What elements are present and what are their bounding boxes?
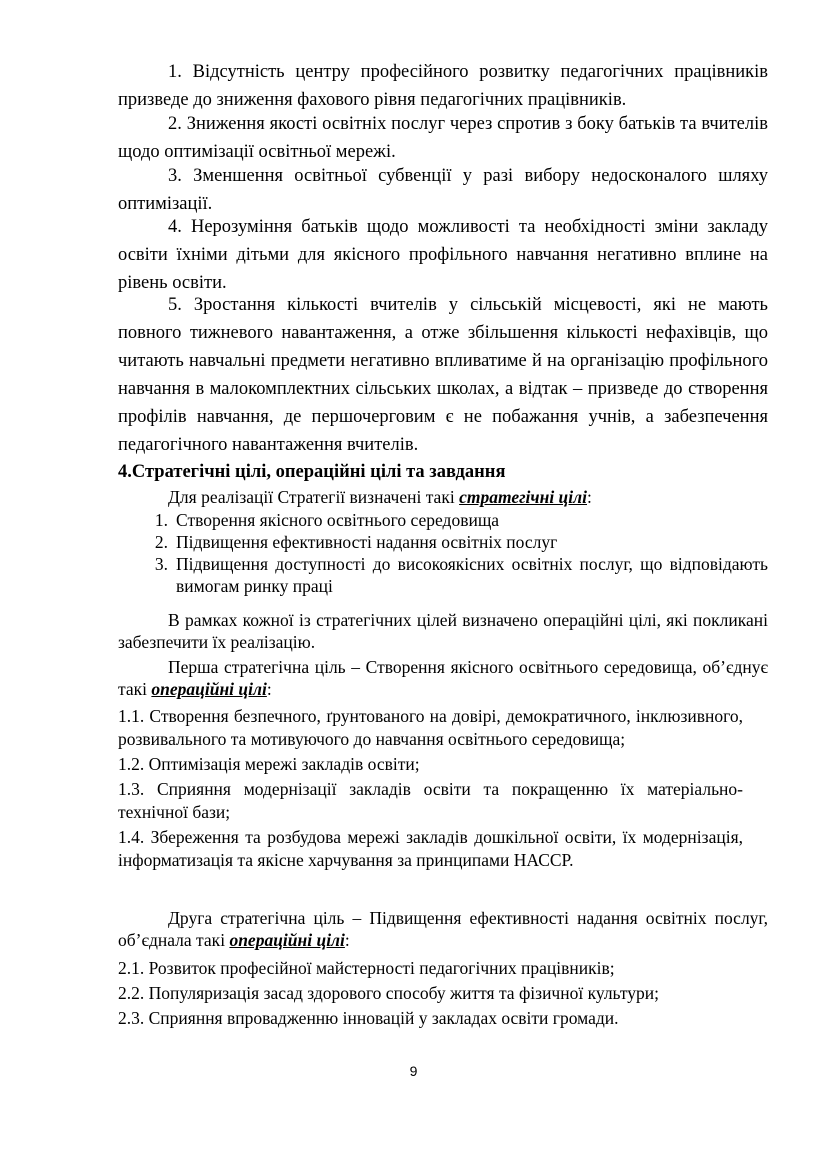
strategic-goals-intro: Для реалізації Стратегії визначені такі стратегічні цілі: — [168, 487, 592, 507]
list-item: 2.2. Популяризація засад здорового способу життя та фізичної культури; — [118, 983, 660, 1003]
risk-item: 3. Зменшення освітньої субвенції у разі вибору недосконалого шляху оптимізації. — [118, 166, 768, 214]
page-number: 9 — [409, 1063, 418, 1079]
list-item: 1.4. Збереження та розбудова мережі закладів дошкільної освіти, їх модернізація, інформатизація та якісне харчування за принципами НАССР. — [118, 827, 743, 870]
list-item: 1. Створення якісного освітнього середовища — [154, 510, 500, 530]
section-heading: 4.Стратегічні цілі, операційні цілі та завдання — [118, 462, 506, 482]
risk-item: 1. Відсутність центру професійного розвитку педагогічних працівників призведе до зниження фахового рівня педагогічних працівників. — [118, 62, 768, 110]
risk-item: 5. Зростання кількості вчителів у сільській місцевості, які не мають повного тижневого навантаження, а отже збільшення кількості нефахівців, що читають навчальні предмети негативно впливатиме й на організацію профільного навчання в малокомплектних сільських школах, а відтак – призведе до створення профілів навчання, де першочерговим є не побажання учнів, а забезпечення педагогічного навантаження вчителів. — [118, 295, 768, 455]
list-item: 3. Підвищення доступності до високоякісних освітніх послуг, що відповідають вимогам ринку праці — [154, 554, 768, 596]
second-goal-ops — [118, 957, 768, 1032]
list-item: 2.3. Сприяння впровадженню інновацій у закладах освіти громади. — [118, 1008, 619, 1028]
risk-item: 2. Зниження якості освітніх послуг через спротив з боку батьків та вчителів щодо оптимізації освітньої мережі. — [118, 114, 768, 162]
list-item: 1.3. Сприяння модернізації закладів освіти та покращенню їх матеріально-технічної бази; — [118, 779, 743, 822]
list-item: 2. Підвищення ефективності надання освітніх послуг — [154, 532, 558, 552]
strategic-goals-list — [118, 509, 768, 597]
list-item: 1.2. Оптимізація мережі закладів освіти; — [118, 754, 420, 774]
risk-item: 4. Нерозуміння батьків щодо можливості та необхідності зміни закладу освіти їхніми дітьми для якісного профільного навчання негативно вплине на рівень освіти. — [118, 217, 768, 293]
operational-goals-intro: В рамках кожної із стратегічних цілей визначено операційні цілі, які покликані забезпечити їх реалізацію. — [118, 610, 768, 652]
first-goal-ops — [118, 705, 743, 874]
list-item: 1.1. Створення безпечного, ґрунтованого на довірі, демократичного, інклюзивного, розвивального та мотивуючого до навчання освітнього середовища; — [118, 706, 743, 749]
second-goal-intro: Друга стратегічна ціль – Підвищення ефективності надання освітніх послуг, об’єднала такі операційні цілі: — [118, 908, 768, 950]
first-goal-intro: Перша стратегічна ціль – Створення якісного освітнього середовища, об’єднує такі операційні цілі: — [118, 657, 768, 699]
list-item: 2.1. Розвиток професійної майстерності педагогічних працівників; — [118, 958, 615, 978]
